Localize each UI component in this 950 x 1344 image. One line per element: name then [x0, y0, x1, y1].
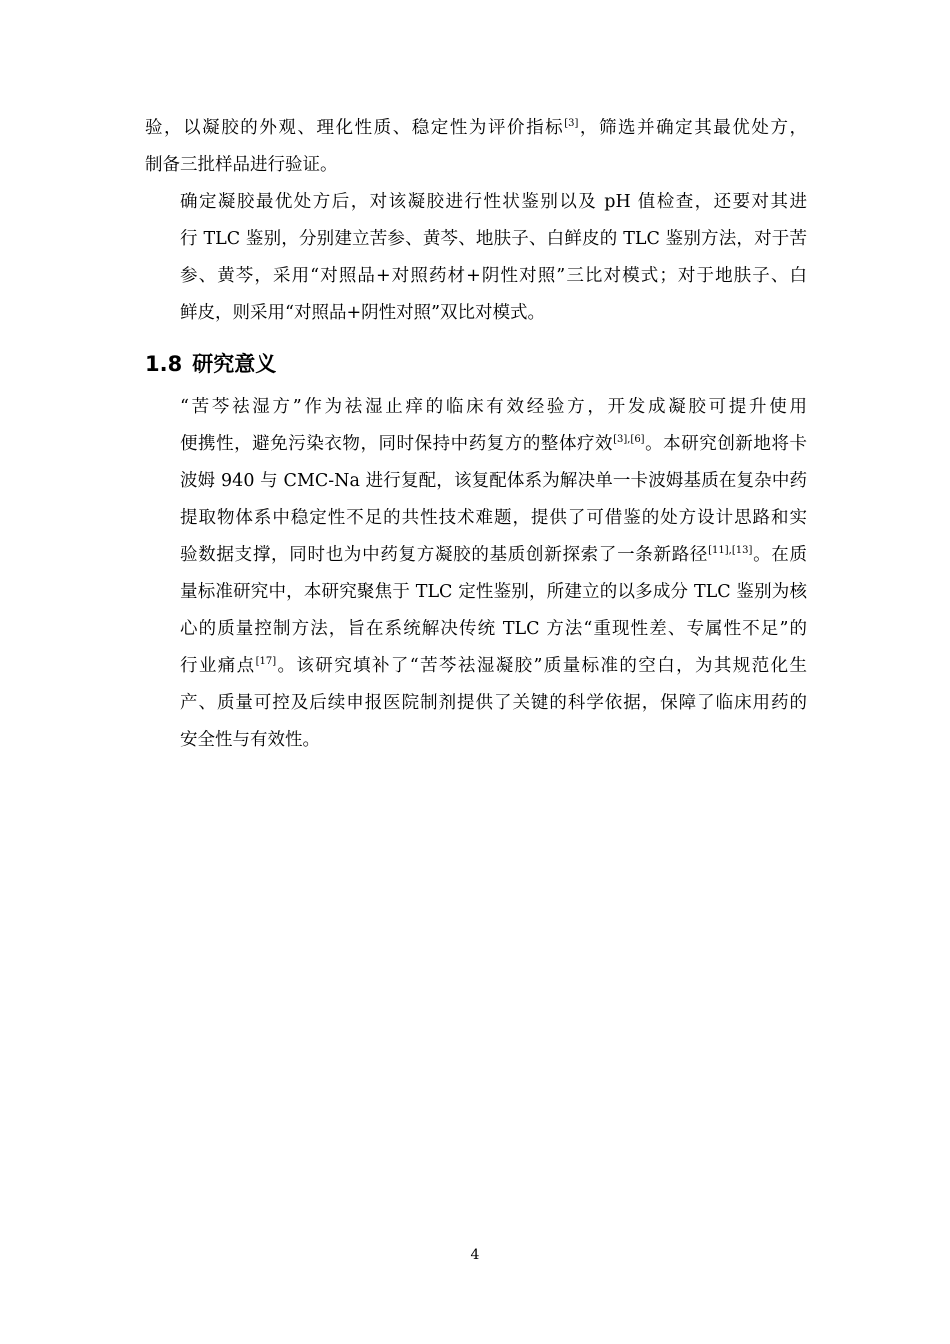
citation: [3]	[564, 118, 579, 129]
text-line	[145, 537, 807, 574]
text-run: 。该研究填补了“苦芩祛湿凝胶”质量标准的空白，为其规范化生	[276, 656, 807, 676]
page-number: 4	[470, 1247, 480, 1263]
text-run: 便携性，避免污染衣物，同时保持中药复方的整体疗效	[180, 434, 614, 454]
page-body	[145, 110, 807, 759]
text-line: 产、质量可控及后续申报医院制剂提供了关键的科学依据，保障了临床用药的	[180, 693, 807, 713]
section-title: 研究意义	[192, 352, 277, 376]
text-line: 波姆 940 与 CMC-Na 进行复配，该复配体系为解决单一卡波姆基质在复杂中药	[180, 471, 807, 491]
text-run: ，筛选并确定其最优处方，	[578, 118, 808, 138]
citation: [11],[13]	[708, 545, 753, 556]
text-line	[145, 147, 807, 184]
citation: [17]	[255, 656, 277, 667]
paragraph-research-significance	[145, 389, 807, 759]
section-heading	[145, 349, 807, 379]
section-number: 1.8	[145, 352, 183, 376]
text-run: 行业痛点	[180, 656, 256, 676]
text-run: 验，以凝胶的外观、理化性质、稳定性为评价指标	[145, 118, 565, 138]
text-line: 参、黄芩，采用“对照品+对照药材+阴性对照”三比对模式；对于地肤子、白	[180, 266, 807, 286]
text-run: 验数据支撑，同时也为中药复方凝胶的基质创新探索了一条新路径	[180, 545, 709, 565]
citation: [3],[6]	[613, 434, 645, 445]
paragraph-tlc-identification	[145, 184, 807, 332]
text-run: 。在质	[752, 545, 808, 565]
text-line: 安全性与有效性。	[180, 730, 320, 750]
text-line: 鲜皮，则采用“对照品+阴性对照”双比对模式。	[180, 303, 546, 323]
paragraph-evaluation	[145, 110, 807, 184]
text-line	[145, 648, 807, 685]
text-line: 提取物体系中稳定性不足的共性技术难题，提供了可借鉴的处方设计思路和实	[180, 508, 807, 528]
text-line: 行 TLC 鉴别，分别建立苦参、黄芩、地肤子、白鲜皮的 TLC 鉴别方法，对于苦	[180, 229, 807, 249]
text-line: 量标准研究中，本研究聚焦于 TLC 定性鉴别，所建立的以多成分 TLC 鉴别为核	[180, 582, 807, 602]
text-run: 。本研究创新地将卡	[644, 434, 807, 454]
text-run: 制备三批样品进行验证。	[145, 155, 338, 175]
text-line: 确定凝胶最优处方后，对该凝胶进行性状鉴别以及 pH 值检查，还要对其进	[180, 192, 807, 212]
text-line	[145, 426, 807, 463]
text-line: “苦芩祛湿方”作为祛湿止痒的临床有效经验方，开发成凝胶可提升使用	[180, 397, 807, 417]
text-line	[145, 110, 807, 147]
text-line: 心的质量控制方法，旨在系统解决传统 TLC 方法“重现性差、专属性不足”的	[180, 619, 807, 639]
